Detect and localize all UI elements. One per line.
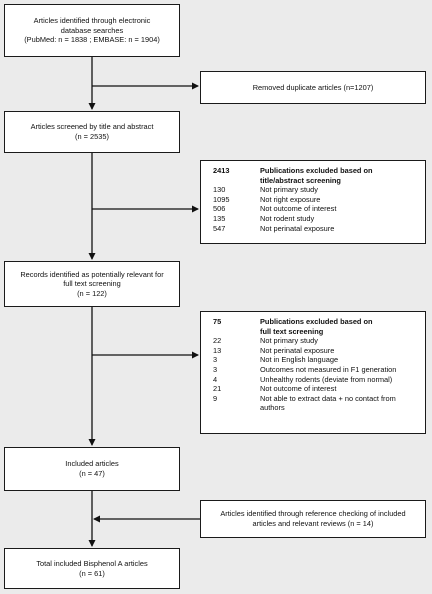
exclusion2-item-count: 22 (213, 336, 222, 346)
exclusion2-item-count: 13 (213, 345, 222, 355)
exclusion1-item-reason: Not right exposure (260, 194, 321, 204)
screened-line2: (n = 2535) (75, 132, 109, 141)
exclusion2-header-cont (213, 327, 419, 337)
exclusion1-box (200, 160, 426, 244)
screened-box (4, 111, 180, 153)
identified-line1: Articles identified through electronic (33, 16, 151, 26)
exclusion2-title-line2: full text screening (260, 326, 324, 336)
included-line1: Included articles (65, 459, 119, 469)
relevant-line3: (n = 122) (77, 288, 107, 298)
exclusion1-title-line2: title/abstract screening (260, 175, 341, 185)
reference-line2: articles and relevant reviews (n = 14) (252, 519, 374, 528)
exclusion1-header (213, 166, 419, 176)
exclusion1-item-reason: Not primary study (260, 185, 318, 195)
exclusion1-item-reason: Not outcome of interest (260, 204, 337, 214)
exclusion2-item-reason-cont: authors (260, 403, 285, 413)
exclusion2-item-reason: Unhealthy rodents (deviate from normal) (260, 374, 393, 384)
exclusion2-header (213, 317, 419, 327)
exclusion2-item-reason: Not primary study (260, 336, 318, 346)
relevant-line2: full text screening (63, 279, 121, 289)
exclusion2-count: 75 (213, 317, 222, 326)
exclusion2-item-count: 3 (213, 364, 218, 374)
total-line1: Total included Bisphenol A articles (36, 558, 148, 568)
exclusion2-item-reason: Not in English language (260, 355, 339, 365)
exclusion1-item-count: 1095 (213, 194, 230, 204)
relevant-box (4, 261, 180, 307)
identified-line3: (PubMed: n = 1838 ; EMBASE: n = 1904) (24, 35, 160, 45)
exclusion2-item (213, 365, 419, 375)
reference-line1: Articles identified through reference checking of included (220, 509, 406, 519)
exclusion2-item-reason: Not perinatal exposure (260, 345, 335, 355)
exclusion2-item-reason: Not outcome of interest (260, 384, 337, 394)
exclusion1-count: 2413 (213, 166, 230, 175)
exclusion1-item-count: 130 (213, 185, 226, 195)
duplicates-box (200, 71, 426, 104)
exclusion2-item-reason: Not able to extract data + no contact from (260, 393, 396, 403)
exclusion2-title-line1: Publications excluded based on (260, 317, 373, 326)
exclusion2-item-reason: Outcomes not measured in F1 generation (260, 364, 397, 374)
exclusion1-item-count: 135 (213, 213, 226, 223)
exclusion2-item (213, 384, 419, 394)
exclusion1-item (213, 224, 419, 234)
total-line2: (n = 61) (79, 568, 105, 578)
exclusion2-item (213, 394, 419, 404)
exclusion1-item-reason: Not perinatal exposure (260, 223, 335, 233)
included-box (4, 447, 180, 491)
exclusion1-item-reason: Not rodent study (260, 213, 315, 223)
exclusion1-item (213, 214, 419, 224)
exclusion1-item (213, 185, 419, 195)
identified-line2: database searches (60, 25, 124, 35)
exclusion2-item-count: 9 (213, 393, 218, 403)
exclusion1-item-count: 547 (213, 223, 226, 233)
exclusion1-title-line1: Publications excluded based on (260, 166, 373, 175)
exclusion2-item-continuation (213, 403, 419, 413)
exclusion1-header-cont (213, 176, 419, 186)
exclusion2-item (213, 346, 419, 356)
relevant-line1: Records identified as potentially relevant for (20, 269, 164, 279)
exclusion1-item (213, 204, 419, 214)
exclusion2-item (213, 336, 419, 346)
exclusion2-item (213, 375, 419, 385)
exclusion1-item-count: 506 (213, 204, 226, 214)
identified-box (4, 4, 180, 57)
included-line2: (n = 47) (79, 469, 105, 478)
duplicates-line1: Removed duplicate articles (n=1207) (252, 82, 374, 92)
total-box (4, 548, 180, 589)
exclusion2-box (200, 311, 426, 434)
reference-box (200, 500, 426, 538)
exclusion2-item-count: 21 (213, 384, 222, 394)
screened-line1: Articles screened by title and abstract (30, 122, 154, 132)
exclusion1-item (213, 195, 419, 205)
exclusion2-item-count: 3 (213, 355, 218, 365)
exclusion2-item-count: 4 (213, 374, 218, 384)
exclusion2-item (213, 355, 419, 365)
